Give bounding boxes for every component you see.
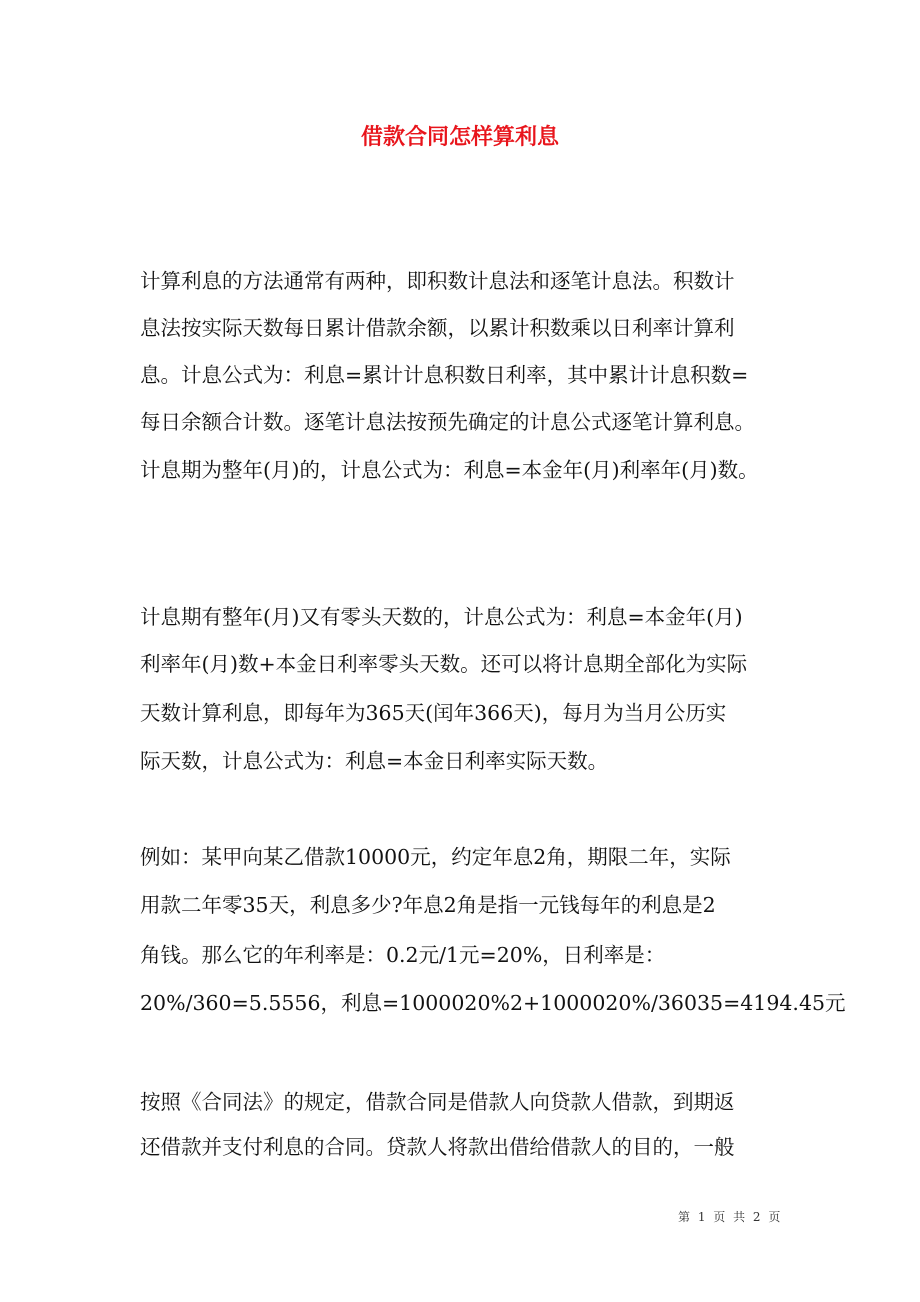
text-line: 20%/360=5.5556，利息=1000020%2+1000020%/36035=4194.45元 [140, 991, 846, 1015]
text-line: 息法按实际天数每日累计借款余额，以累计积数乘以日利率计算利 [140, 316, 735, 340]
text-line: 计息期为整年(月)的，计息公式为：利息=本金年(月)利率年(月)数。 [140, 458, 759, 482]
text-line: 利率年(月)数+本金日利率零头天数。还可以将计息期全部化为实际 [140, 652, 748, 676]
text-line: 计算利息的方法通常有两种，即积数计息法和逐笔计息法。积数计 [140, 269, 735, 293]
text-line: 际天数，计息公式为：利息=本金日利率实际天数。 [140, 749, 609, 773]
page-number: 第 1 页 共 2 页 [678, 1210, 783, 1224]
text-line: 天数计算利息，即每年为365天(闰年366天)，每月为当月公历实 [140, 701, 727, 725]
text-line: 还借款并支付利息的合同。贷款人将款出借给借款人的目的，一般 [140, 1135, 735, 1159]
text-line: 按照《合同法》的规定，借款合同是借款人向贷款人借款，到期返 [140, 1090, 735, 1114]
text-line: 用款二年零35天，利息多少?年息2角是指一元钱每年的利息是2 [140, 893, 716, 917]
text-line: 每日余额合计数。逐笔计息法按预先确定的计息公式逐笔计算利息。 [140, 410, 755, 434]
text-line: 息。计息公式为：利息=累计计息积数日利率，其中累计计息积数= [140, 363, 749, 387]
document-title: 借款合同怎样算利息 [360, 124, 559, 150]
text-line: 角钱。那么它的年利率是：0.2元/1元=20%，日利率是： [140, 943, 666, 967]
text-line: 例如：某甲向某乙借款10000元，约定年息2角，期限二年，实际 [140, 845, 731, 869]
text-line: 计息期有整年(月)又有零头天数的，计息公式为：利息=本金年(月) [140, 605, 743, 629]
